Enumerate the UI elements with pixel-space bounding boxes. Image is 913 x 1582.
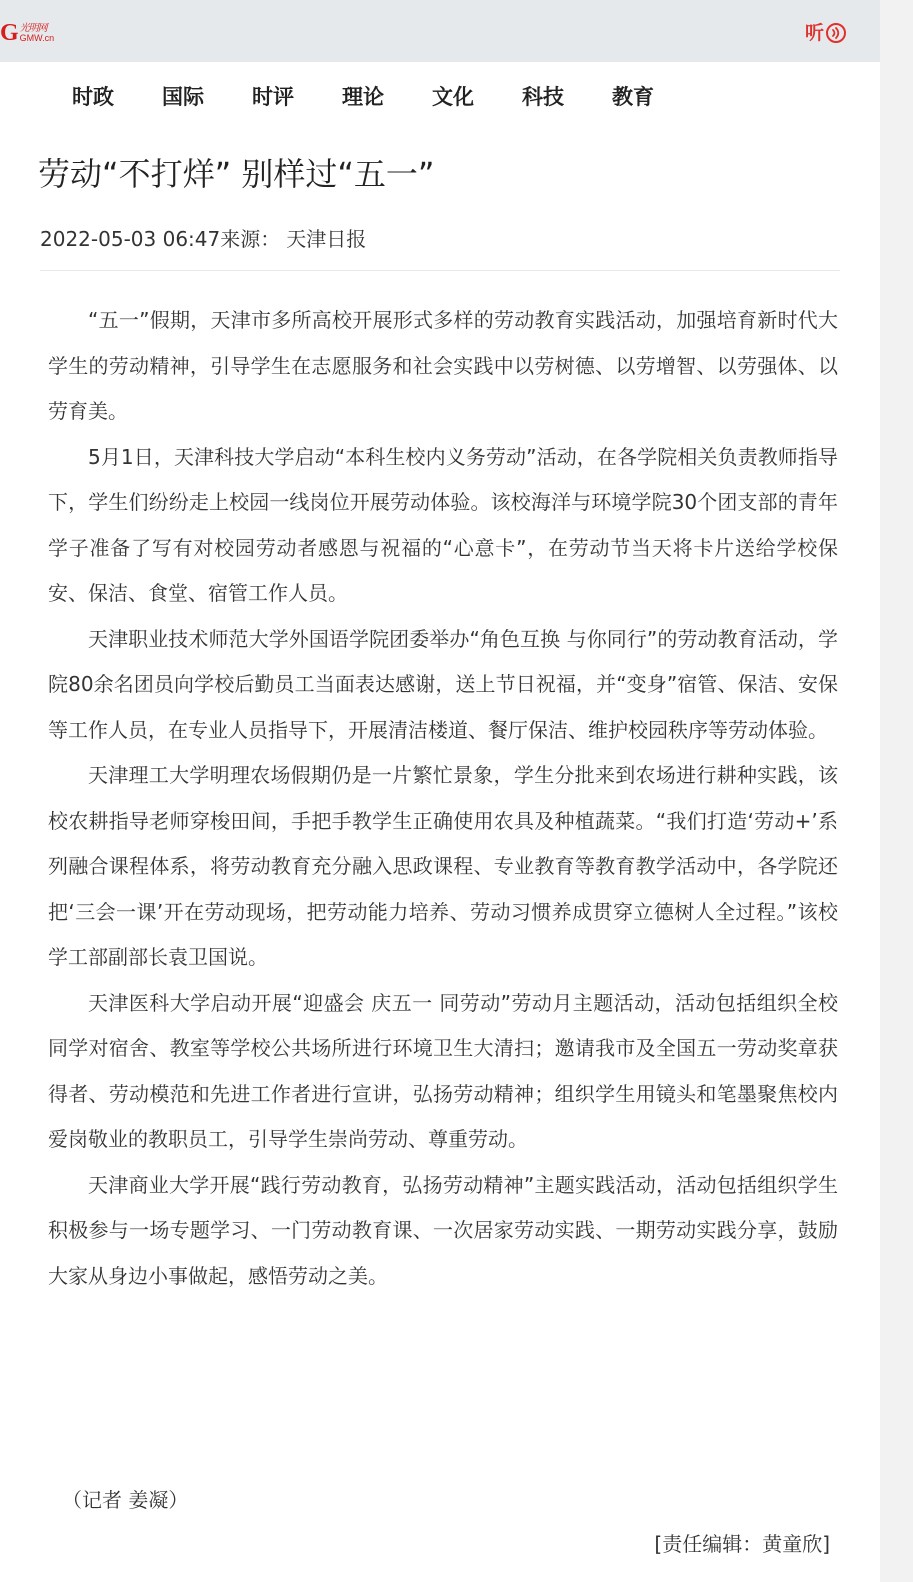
top-bar bbox=[0, 0, 880, 62]
nav-item-culture[interactable]: 文化 bbox=[432, 85, 474, 109]
logo-cn-text: 光明网 bbox=[19, 23, 47, 34]
nav-item-education[interactable]: 教育 bbox=[612, 85, 654, 109]
logo-en-text: GMW.cn bbox=[19, 33, 55, 43]
article-meta bbox=[40, 222, 366, 256]
source-label: 来源： bbox=[220, 227, 281, 251]
listen-button[interactable] bbox=[805, 19, 847, 47]
responsible-editor: [责任编辑：黄童欣] bbox=[654, 1532, 830, 1556]
category-nav bbox=[0, 62, 880, 132]
nav-item-commentary[interactable]: 时评 bbox=[252, 85, 294, 109]
page-gutter bbox=[880, 0, 913, 1582]
source-name[interactable]: 天津日报 bbox=[286, 227, 367, 251]
logo-wordmark bbox=[20, 23, 55, 43]
nav-item-international[interactable]: 国际 bbox=[162, 85, 204, 109]
article-paragraph: “五一”假期，天津市多所高校开展形式多样的劳动教育实践活动，加强培育新时代大学生的劳动精神，引导学生在志愿服务和社会实践中以劳树德、以劳增智、以劳强体、以劳育美。 bbox=[48, 308, 838, 423]
audio-play-icon bbox=[825, 22, 847, 44]
nav-item-theory[interactable]: 理论 bbox=[342, 85, 384, 109]
article-paragraph: 天津理工大学明理农场假期仍是一片繁忙景象，学生分批来到农场进行耕种实践，该校农耕指导老师穿梭田间，手把手教学生正确使用农具及种植蔬菜。“我们打造‘劳动+’系列融合课程体系，将劳动教育充分融入思政课程、专业教育等教育教学活动中，各学院还把‘三会一课’开在劳动现场，把劳动能力培养、劳动习惯养成贯穿立德树人全过程。”该校学工部副部长袁卫国说。 bbox=[48, 763, 838, 969]
article-author: （记者 姜凝） bbox=[62, 1488, 189, 1512]
publish-datetime: 2022-05-03 06:47 bbox=[40, 227, 221, 251]
nav-item-politics[interactable]: 时政 bbox=[72, 85, 114, 109]
logo-letter: G bbox=[0, 20, 19, 46]
article-paragraph: 天津职业技术师范大学外国语学院团委举办“角色互换 与你同行”的劳动教育活动，学院80余名团员向学校后勤员工当面表达感谢，送上节日祝福，并“变身”宿管、保洁、安保等工作人员，在专业人员指导下，开展清洁楼道、餐厅保洁、维护校园秩序等劳动体验。 bbox=[48, 626, 838, 742]
article-paragraph: 5月1日，天津科技大学启动“本科生校内义务劳动”活动，在各学院相关负责教师指导下，学生们纷纷走上校园一线岗位开展劳动体验。该校海洋与环境学院30个团支部的青年学子准备了写有对校园劳动者感恩与祝福的“心意卡”，在劳动节当天将卡片送给学校保安、保洁、食堂、宿管工作人员。 bbox=[48, 444, 838, 605]
listen-label: 听 bbox=[805, 22, 825, 44]
nav-item-tech[interactable]: 科技 bbox=[522, 85, 564, 109]
article-paragraph: 天津医科大学启动开展“迎盛会 庆五一 同劳动”劳动月主题活动，活动包括组织全校同学对宿舍、教室等学校公共场所进行环境卫生大清扫；邀请我市及全国五一劳动奖章获得者、劳动模范和先进工作者进行宣讲，弘扬劳动精神；组织学生用镜头和笔墨聚焦校内爱岗敬业的教职员工，引导学生崇尚劳动、尊重劳动。 bbox=[48, 990, 838, 1151]
article-title: 劳动“不打烊” 别样过“五一” bbox=[38, 155, 435, 193]
article-paragraph: 天津商业大学开展“践行劳动教育，弘扬劳动精神”主题实践活动，活动包括组织学生积极参与一场专题学习、一门劳动教育课、一次居家劳动实践、一期劳动实践分享，鼓励大家从身边小事做起，感悟劳动之美。 bbox=[48, 1172, 838, 1288]
site-logo[interactable] bbox=[0, 20, 54, 46]
title-divider bbox=[40, 270, 840, 271]
article-body bbox=[48, 298, 838, 1299]
